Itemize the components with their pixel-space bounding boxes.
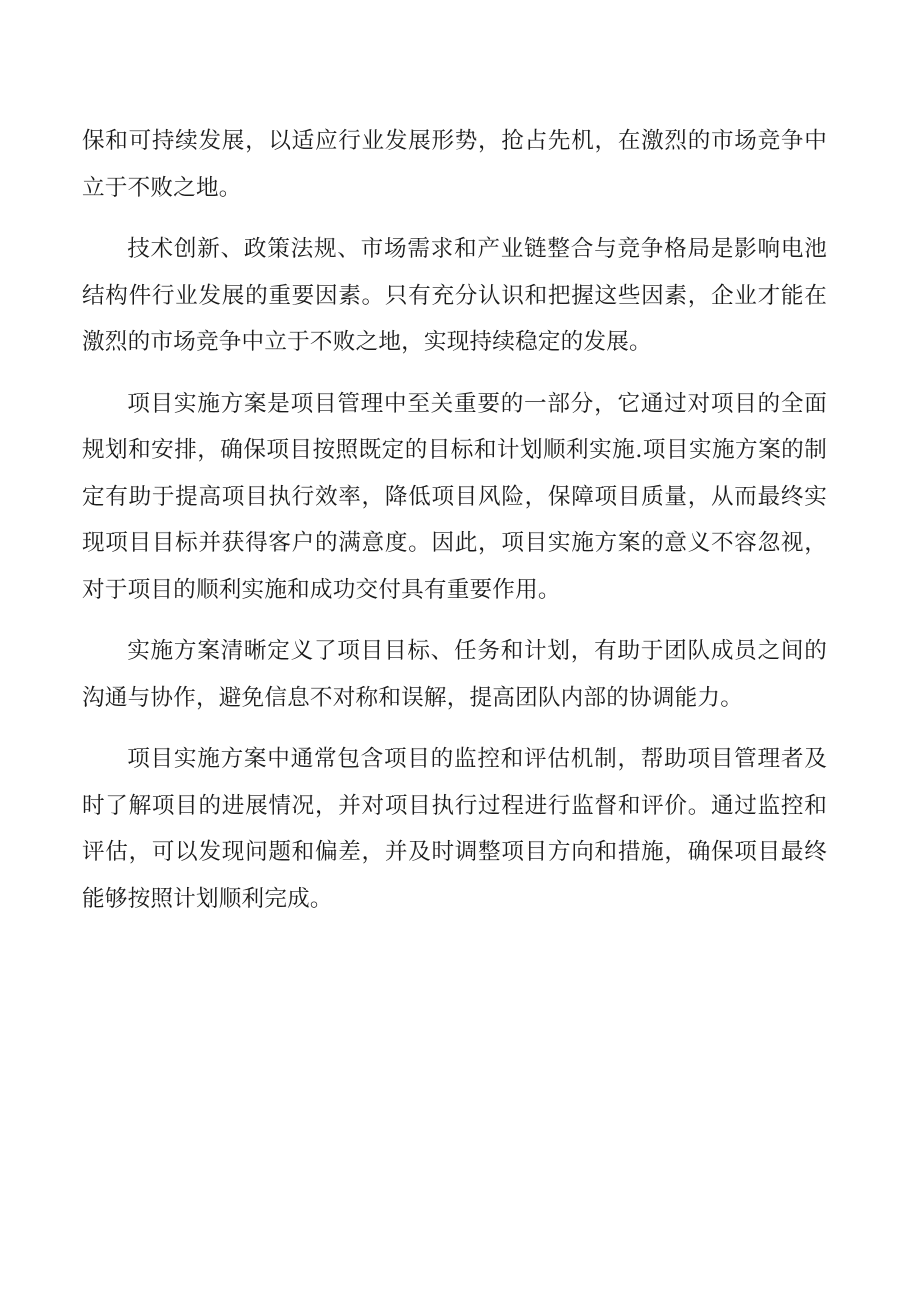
document-body [82,118,827,937]
paragraph-monitoring-evaluation: 项目实施方案中通常包含项目的监控和评估机制，帮助项目管理者及时了解项目的进展情况，并对项目执行过程进行监督和评价。通过监控和评估，可以发现问题和偏差，并及时调整项目方向和措施，确保项目最终能够按照计划顺利完成。 [82,746,827,912]
paragraph-team-communication: 实施方案清晰定义了项目目标、任务和计划，有助于团队成员之间的沟通与协作，避免信息不对称和误解，提高团队内部的协调能力。 [82,638,827,711]
paragraph-continuation: 保和可持续发展，以适应行业发展形势，抢占先机，在激烈的市场竞争中立于不败之地。 [82,128,827,201]
paragraph-industry-factors: 技术创新、政策法规、市场需求和产业链整合与竞争格局是影响电池结构件行业发展的重要因素。只有充分认识和把握这些因素，企业才能在激烈的市场竞争中立于不败之地，实现持续稳定的发展。 [82,236,827,355]
paragraph-implementation-plan: 项目实施方案是项目管理中至关重要的一部分，它通过对项目的全面规划和安排，确保项目按照既定的目标和计划顺利实施.项目实施方案的制定有助于提高项目执行效率，降低项目风险，保障项目质量，从而最终实现项目目标并获得客户的满意度。因此，项目实施方案的意义不容忽视，对于项目的顺利实施和成功交付具有重要作用。 [82,390,827,603]
